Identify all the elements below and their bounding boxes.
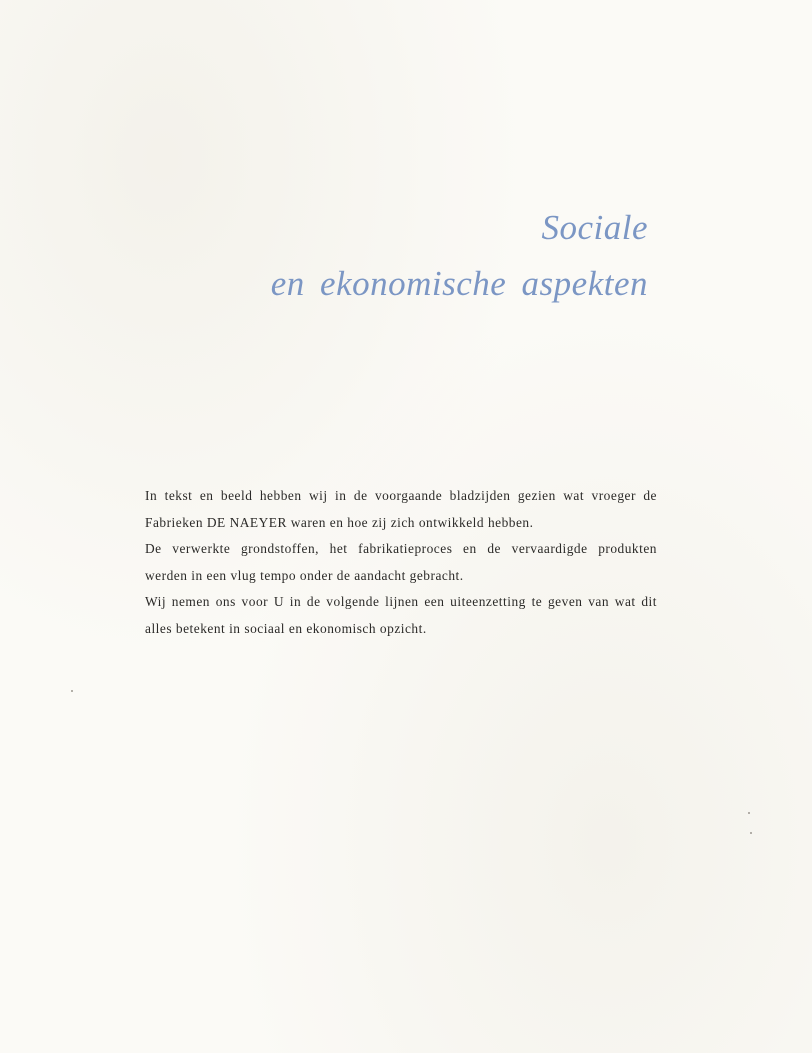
title-line-1: Sociale [541, 208, 648, 247]
paper-speck [748, 812, 750, 814]
body-line-2: Fabrieken DE NAEYER waren en hoe zij zich ontwikkeld hebben. [145, 514, 534, 530]
page-title [271, 200, 648, 312]
body-line-5: Wij nemen ons voor U in de volgende lijnen een uiteenzetting te geven van wat dit [145, 594, 657, 609]
body-line-1: In tekst en beeld hebben wij in de voorgaande bladzijden gezien wat vroeger de [145, 488, 657, 503]
body-paragraph [145, 483, 657, 642]
paper-speck [750, 832, 752, 834]
body-line-3: De verwerkte grondstoffen, het fabrikatieproces en de vervaardigde produkten [145, 541, 657, 556]
paper-speck [71, 690, 73, 692]
title-line-2: en ekonomische aspekten [270, 264, 648, 303]
body-line-6: alles betekent in sociaal en ekonomisch opzicht. [145, 620, 427, 636]
body-line-4: werden in een vlug tempo onder de aandacht gebracht. [145, 567, 464, 583]
